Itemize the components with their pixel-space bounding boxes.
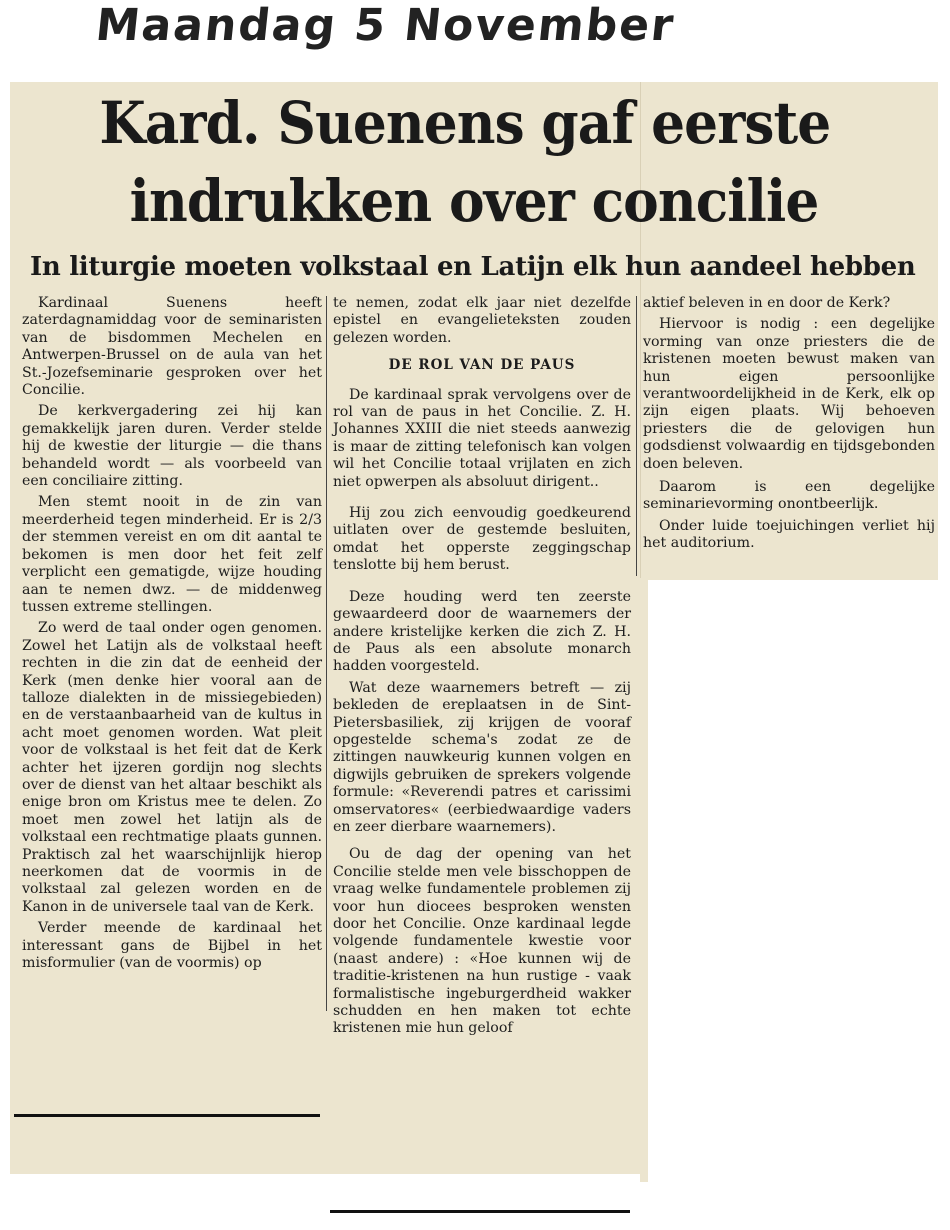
section-heading: DE ROL VAN DE PAUS bbox=[388, 357, 576, 374]
paragraph: Wat deze waarnemers betreft — zij bekleden de ereplaatsen in de Sint-Pietersbasiliek, zij krijgen de vooraf opgestelde schema's zodat ze de zittingen nauwkeurig kunnen volgen en digwijls gebruiken de sprekers volgende formule: «Reverendi patres et carissimi omservatores« (eerbiedwaardige vaders en zeer dierbare waarnemers). bbox=[333, 679, 631, 835]
paragraph: De kerkvergadering zei hij kan gemakkelijk jaren duren. Verder stelde hij de kwestie der liturgie — die thans behandeld wordt — als voorbeeld van een conciliaire zitting. bbox=[22, 403, 322, 490]
paragraph: Zo werd de taal onder ogen genomen. Zowel het Latijn als de volkstaal heeft rechten in die zin dat de eenheid der Kerk (men denke hier vooral aan de talloze dialekten in de missiegebieden) en de verstaanbaarheid van de kultus in acht moet genomen worden. Wat pleit voor de volkstaal is het feit dat de Kerk achter het ijzeren gordijn nog slechts over de dienst van het altaar beschikt als enige bron om Kristus mee te delen. Zo moet men zowel het latijn als de volkstaal een rechtmatige plaats gunnen. Praktisch zal het waarschijnlijk hierop neerkomen dat de voormis in de volkstaal zal gelezen worden en de Kanon in de universele taal van de Kerk. bbox=[22, 620, 322, 915]
paragraph: Ou de dag der opening van het Concilie stelde men vele bisschoppen de vraag welke fundamentele problemen zij voor hun diocees besproken wensten door het Concilie. Onze kardinaal legde volgende fundamentele kwestie voor (naast andere) : «Hoe kunnen wij de traditie-kristenen na hun rustige - vaak formalistische ingeburgerdheid wakker schudden en hen maken tot echte kristenen mie hun geloof bbox=[333, 846, 631, 1037]
paragraph: De kardinaal sprak vervolgens over de rol van de paus in het Concilie. Z. H. Johannes XXIII die niet steeds aanwezig is maar de zitting telefonisch kan volgen wil het Concilie totaal vrijlaten en zich niet opwerpen als absoluut dirigent.. bbox=[333, 386, 631, 490]
paragraph: Verder meende de kardinaal het interessant gans de Bijbel in het misformulier (van de voormis) op bbox=[22, 920, 322, 972]
column-rule-2 bbox=[636, 296, 637, 576]
subheadline: In liturgie moeten volkstaal en Latijn elk hun aandeel hebben bbox=[30, 252, 916, 282]
handwritten-date-note: Maandag 5 November bbox=[93, 0, 678, 51]
article-column-2 bbox=[333, 295, 631, 1042]
paragraph: Hiervoor is nodig : een degelijke vorming van onze priesters die de kristenen moeten bewust maken van hun eigen persoonlijke verantwoordelijkheid in de Kerk, elk op zijn eigen plaats. Wij behoeven priesters die de gelovigen hun godsdienst volwaardig en tijdsgebonden doen beleven. bbox=[643, 316, 935, 472]
article-column-1 bbox=[22, 295, 322, 976]
headline bbox=[60, 84, 870, 244]
article-column-3 bbox=[643, 295, 935, 557]
column-rule-1 bbox=[326, 296, 327, 1011]
paragraph: Men stemt nooit in de zin van meerderheid tegen minderheid. Er is 2/3 der stemmen vereist en om dit aantal te bekomen is men door het feit zelf verplicht een gematigde, wijze houding aan te nemen dwz. — de middenweg tussen extreme stellingen. bbox=[22, 494, 322, 615]
headline-line-1: Kard. Suenens gaf eerste bbox=[99, 89, 831, 157]
cut-off-text-stub bbox=[0, 150, 10, 470]
paragraph-continued: te nemen, zodat elk jaar niet dezelfde epistel en evangelieteksten zouden gelezen worden. bbox=[333, 295, 631, 346]
column-end-rule-2 bbox=[330, 1210, 630, 1213]
paragraph: Deze houding werd ten zeerste gewaardeerd door de waarnemers der andere kristelijke kerken die zich Z. H. de Paus als een absolute monarch hadden voorgesteld. bbox=[333, 588, 631, 675]
paragraph: Kardinaal Suenens heeft zaterdagnamiddag voor de seminaristen van de bisdommen Mechelen en Antwerpen-Brussel on de aula van het St.-Jozefseminarie gesproken over het Concilie. bbox=[22, 295, 322, 399]
clipping-right-edge bbox=[640, 578, 648, 1182]
column-end-rule-1 bbox=[14, 1114, 320, 1117]
paragraph: Onder luide toejuichingen verliet hij het auditorium. bbox=[643, 517, 935, 552]
paragraph: Hij zou zich eenvoudig goedkeurend uitlaten over de gestemde besluiten, omdat het opperste zeggingschap tenslotte bij hem berust. bbox=[333, 505, 631, 574]
headline-line-2: indrukken over concilie bbox=[129, 167, 819, 235]
paragraph: Daarom is een degelijke seminarievorming onontbeerlijk. bbox=[643, 479, 935, 513]
paragraph-continued: aktief beleven in en door de Kerk? bbox=[643, 295, 891, 311]
